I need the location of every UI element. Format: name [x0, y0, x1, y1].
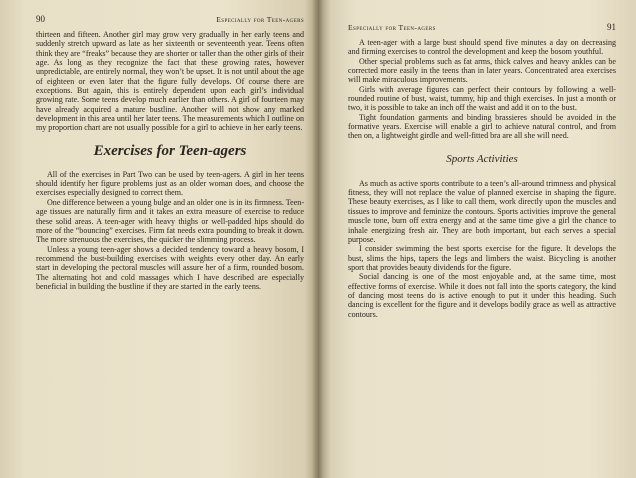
right-section-heading: Sports Activities [446, 152, 518, 165]
left-section-heading: Exercises for Teen-agers [93, 142, 247, 159]
right-paragraph: A teen-ager with a large bust should spend five minutes a day on decreasing and firming exercises to control the development and keep the bosom youthful. [348, 38, 616, 57]
left-paragraph: Unless a young teen-ager shows a decided tendency toward a heavy bosom, I recommend the bust-building exercises with weights every other day. An early start in developing the pectoral muscles will assure her of a firm, rounded bosom. The alternating hot and cold massages which I have described are especially beneficial in building the bustline if they are started in the early teens. [36, 244, 304, 291]
left-running-head: Especially for Teen-agers [216, 15, 304, 24]
right-page [318, 0, 636, 478]
right-paragraph: Tight foundation garments and binding brassieres should be avoided in the formative years. Exercise will enable a girl to achieve natural control, and from then on, a lightweight girdle and well-fitted bra are all she will need. [348, 112, 616, 141]
right-paragraph: Other special problems such as fat arms, thick calves and heavy ankles can be corrected more easily in the teens than in later years. Concentrated area exercises will make miraculous improvements. [348, 56, 616, 85]
right-paragraph: As much as active sports contribute to a teen’s all-around trimness and physical fitness, they will not replace the value of planned exercise in shaping the figure. These beauty exercises, as I like to call them, work directly upon the muscles and tissues to improve and feminize the contours. Sports activities improve the general muscle tone, burn off extra energy and at the same time give a girl the chance to inhale energizing fresh air. They are both important, but each serves a special purpose. [348, 178, 616, 244]
right-running-head: Especially for Teen-agers [348, 23, 436, 32]
right-paragraph: Social dancing is one of the most enjoyable and, at the same time, most effective forms of exercise. While it does not fall into the sports category, the kind of dancing most teens do is active enough to put it under this heading. Such dancing is excellent for the figure and it develops bodily grace as well as attractive contours. [348, 272, 616, 319]
right-paragraph: Girls with average figures can perfect their contours by following a well-rounded routine of bust, waist, tummy, hip and thigh exercises. In just a month or two, it is possible to take an inch off the waist and add it on to the bust. [348, 84, 616, 113]
right-page-header [348, 22, 616, 32]
left-page-number: 90 [36, 14, 45, 24]
left-paragraph: thirteen and fifteen. Another girl may grow very gradually in her early teens and suddenly stretch upward as late as her sixteenth or seventeenth year. Teens often think they are “freaks” because they are shorter or taller than the other girls of their age. As long as they recognize the fact that these growing rates, however unpredictable, are entirely normal, they won’t be upset. It is not until about the age of eighteen or even later that the figure fully develops. Of course there are exceptions. But again, this is entirely dependent upon each girl’s individual growing rate. Some teens develop much earlier than others. A girl of fourteen may have already acquired a mature bustline. Another will not show any marked development in this area until her later teens. The measurements which I outline on my proportion chart are not usually possible for a girl to achieve in her early teens. [36, 30, 304, 133]
left-page-header [36, 14, 304, 24]
right-paragraph: I consider swimming the best sports exercise for the figure. It develops the bust, slims the hips, tapers the legs and limbers the waist. Bicycling is another sport that provides beauty dividends for the figure. [348, 244, 616, 272]
left-paragraph: All of the exercises in Part Two can be used by teen-agers. A girl in her teens should identify her figure problems just as an older woman does, and choose the exercises especially designed to correct them. [36, 169, 304, 198]
left-paragraph: One difference between a young bulge and an older one is in its firmness. Teen-age tissues are naturally firm and it takes an extra measure of exercise to reduce these solid areas. A teen-ager with heavy thighs or well-padded hips should do more of the “bouncing” exercises. Firm fat needs extra pounding to break it down. The more strenuous the exercises, the quicker the slimming process. [36, 197, 304, 245]
right-page-number: 91 [607, 22, 616, 32]
